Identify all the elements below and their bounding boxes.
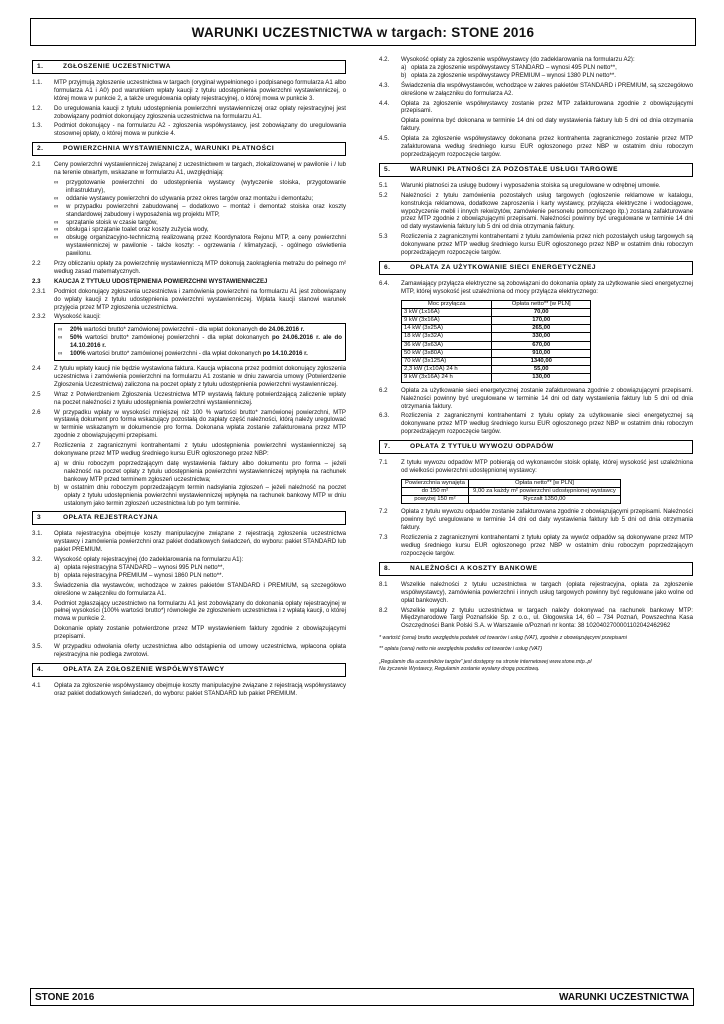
item-6-2: 6.2 Opłata za użytkowanie sieci energetycznej zostanie zafakturowana zgodnie z obowiązującymi przepisami. Należności powinny być uregulowane w terminie 14 dni od daty wystawienia faktury lub 5 dni od dnia otrzymania faktury. — [379, 386, 693, 410]
section-2-heading: 2. POWIERZCHNIA WYSTAWIENNICZA, WARUNKI PŁATNOŚCI — [32, 142, 346, 156]
item-4-5: 4.5. Opłata za zgłoszenie współwystawcy dokonana przez kontrahenta zagranicznego zostanie przez MTP zafakturowana według średniego kursu EUR ogłoszonego przez NBP w ostatnim dniu roboczym poprzedzającym rozpoczęcie targów. — [379, 135, 693, 158]
right-column — [379, 56, 693, 673]
item-3-4: 3.4. Podmiot zgłaszający uczestnictwo na formularzu A1 jest zobowiązany do dokonania opłaty rejestracyjnej w pełnej wysokości (100% wartości brutto*) równolegle ze zgłoszeniem uczestnictwa i z wpłatą kaucji, o której mowa w punkcie 2. — [32, 599, 346, 623]
bullet-icon: ∞ — [58, 350, 63, 358]
bullet-icon: ∞ — [54, 218, 59, 226]
bullet-icon: ∞ — [54, 234, 59, 242]
footer-left: STONE 2016 — [35, 991, 95, 1003]
footnote: „Regulamin dla uczestników targów” jest dostępny na stronie internetowej www.stone.mtp..pl — [379, 659, 592, 666]
item-8-1: 8.1 Wszelkie należności z tytułu uczestnictwa w targach (opłata rejestracyjna, opłata za zgłoszenie współwystawcy), zamówienia powierzchni i innych usług targowych powinny być regulowane jako wolne od opłat bankowych. — [379, 580, 693, 604]
table-row: 18 kW (3x32A) 330,00 — [402, 333, 591, 341]
footer-right: WARUNKI UCZESTNICTWA — [559, 991, 689, 1003]
list-item: ∞ obsługę organizacyjno-techniczną realizowaną przez Koordynatora Rejonu MTP, a ceny powierzchni wystawienniczej w pawilonie - także koszty: - ogrzewania / klimatyzacji, - ogólnego oświetlenia pawilonu. — [54, 234, 346, 258]
list-item: ∞ oddanie wystawcy powierzchni do używania przez okres targów oraz montażu i demontażu; — [54, 194, 314, 202]
item-2-7: 2.7 Rozliczenia z zagranicznymi kontrahentami z tytułu udostępnienia powierzchni wystawienniczej są dokonywane przez MTP według średniego kursu EUR ogłoszonego przez NBP: — [32, 442, 346, 458]
footnote: * wartość (cena) brutto uwzględnia podatek od towarów i usług (VAT), zgodnie z obowiązującymi przepisami — [379, 635, 627, 642]
section-4-heading: 4. OPŁATA ZA ZGŁOSZENIE WSPÓŁWYSTAWCY — [32, 663, 346, 677]
list-item: ∞ obsługa i sprzątanie toalet oraz koszty zużycia wody, — [54, 226, 209, 234]
item-2-3-1: 2.3.1 Podmiot dokonujący zgłoszenia uczestnictwa i zamówienia powierzchni na formularzu A1 jest zobowiązany do wpłaty kaucji z tytułu udostępnienia powierzchni wystawienniczej. Wpłata kaucji stanowi warunek przyjęcia przez MTP zgłoszenia uczestnictwa. — [32, 287, 346, 311]
section-1-heading: 1. ZGŁOSZENIE UCZESTNICTWA — [32, 60, 346, 74]
item-4-1: 4.1 Opłata za zgłoszenie współwystawcy obejmuje koszty manipulacyjne związane z rejestracją współwystawcy oraz pakiet dodatkowych świadczeń, do wyboru: pakiet STANDARD lub pakiet PREMIUM. — [32, 681, 346, 697]
item-3-1: 3.1. Opłata rejestracyjna obejmuje koszty manipulacyjne związane z rejestracją zgłoszenia uczestnictwa wystawcy i zamówienia powierzchni oraz pakiet dodatkowych świadczeń, do wyboru: pakiet STANDARD lub pakiet PREMIUM. — [32, 530, 346, 554]
waste-fee-table — [401, 479, 621, 505]
section-8-heading: 8. NALEŻNOŚCI A KOSZTY BANKOWE — [379, 562, 693, 576]
bullet-icon: ∞ — [54, 194, 59, 202]
section-5-heading: 5. WARUNKI PŁATNOŚCI ZA POZOSTAŁE USŁUGI TARGOWE — [379, 163, 693, 177]
power-fee-table — [401, 300, 591, 383]
list-item: ∞ przygotowanie powierzchni do udostępnienia wystawcy (wytyczenie stoiska, przygotowanie infrastruktury), — [54, 178, 346, 194]
item-4-2: 4.2. Wysokość opłaty za zgłoszenie współwystawcy (do zadeklarowania na formularzu A2): — [379, 56, 635, 63]
table-row: 50 kW (3x80A) 910,00 — [402, 349, 591, 357]
item-6-4: 6.4. Zamawiający przyłącza elektryczne są zobowiązani do dokonania opłaty za użytkowanie sieci energetycznej MTP, której wysokość jest uzależniona od mocy przyłącza elektrycznego: — [379, 279, 693, 295]
item-3-2: 3.2. Wysokość opłaty rejestracyjnej (do zadeklarowania na formularzu A1): — [32, 556, 244, 564]
item-5-2: 5.2 Należności z tytułu zamówienia pozostałych usług targowych (ogłoszenie reklamowe w katalogu, konstrukcja reklamowa, dodatkowe zaproszenia i karty wystawcy, przyłącza elektryczne i wodociągowe, wypożyczenie mebli i innych rekwizytów, zamówienie personelu pomocniczego itp.) zostaną zafakturowane przez MTP zgodnie z obowiązującymi przepisami. Należności powinny być uregulowane w terminie 14 dni od daty wystawienia faktury lub 5 dni od dnia otrzymania faktury. — [379, 191, 693, 231]
item-3-4-note: Dokonanie opłaty zostanie potwierdzone przez MTP wystawieniem faktury zgodnie z obowiązującymi przepisami. — [54, 625, 346, 641]
item-7-1: 7.1 Z tytułu wywozu odpadów MTP pobierają od wykonawców stoisk opłatę, której wysokość jest uzależniona od wielkości powierzchni udostępnionej wystawcy: — [379, 459, 693, 474]
table-row: 14 kW (3x25A) 265,00 — [402, 325, 591, 333]
item-2-3-2: 2.3.2 Wysokość kaucji: — [32, 313, 101, 321]
page-footer — [30, 988, 694, 1006]
subheading-2-3: 2.3 KAUCJA Z TYTUŁU UDOSTĘPNIENIA POWIERZCHNI WYSTAWIENNICZEJ — [32, 277, 268, 285]
bullet-icon: ∞ — [54, 202, 59, 210]
item-2-2: 2.2 Przy obliczaniu opłaty za powierzchnię wystawienniczą MTP dokonują zaokrąglenia metrażu do pełnego m² według zasad matematycznych. — [32, 260, 346, 275]
item-3-5: 3.5. W przypadku odwołania oferty uczestnictwa albo odstąpienia od umowy uczestnictwa, wpłacona opłata rejestracyjna nie podlega zwrotowi. — [32, 643, 346, 658]
list-item: ∞ 50% wartości brutto* zamówionej powierzchni - dla wpłat dokonanych po 24.06.2016 r. ale do 14.10.2016 r. — [58, 334, 342, 350]
bullet-icon: ∞ — [58, 326, 63, 334]
list-item: a) opłata za zgłoszenie współwystawcy STANDARD – wynosi 495 PLN netto**, — [401, 63, 617, 71]
item-6-3: 6.3. Rozliczenia z zagranicznymi kontrahentami z tytułu opłaty za użytkowanie sieci energetycznej są dokonywane przez MTP według średniego kursu EUR ogłoszonego przez NBP w ostatnim dniu roboczym poprzedzającym rozpoczęcie targów. — [379, 412, 693, 436]
item-7-3: 7.3 Rozliczenia z zagranicznymi kontrahentami z tytułu opłaty za wywóz odpadów są dokonywane przez MTP według średniego kursu EUR ogłoszonego przez NBP w ostatnim dniu roboczym poprzedzającym rozpoczęcie targów. — [379, 534, 693, 557]
item-4-3: 4.3. Świadczenia dla współwystawców, wchodzące w zakres pakietów STANDARD i PREMIUM, są szczegółowo określone w załączniku do formularza A2. — [379, 81, 693, 97]
table-row: 2,3 kW (1x10A) 24 h 55,00 — [402, 366, 591, 374]
item-2-4: 2.4 Z tytułu wpłaty kaucji nie będzie wystawiona faktura. Kaucja wpłacona przez podmiot dokonujący zgłoszenia uczestnictwa i zamówienia powierzchni na formularzu A1 zostanie w dniu zawarcia umowy (Potwierdzenie Zgłoszenia Uczestnictwa) zaliczona na poczet opłaty z tytułu udostępnienia powierzchni wystawienniczej. — [32, 365, 346, 388]
list-item: ∞ 100% wartości brutto* zamówionej powierzchni - dla wpłat dokonanych po 14.10.2016 r. — [58, 350, 308, 358]
footnotes — [379, 635, 693, 673]
bullet-icon: ∞ — [54, 178, 59, 186]
bullet-icon: ∞ — [54, 226, 59, 234]
section-7-heading: 7. OPŁATA Z TYTUŁU WYWOZU ODPADÓW — [379, 440, 693, 454]
item-2-6: 2.6 W przypadku wpłaty w wysokości mniejszej niż 100 % wartości brutto* zamówionej powierzchni, MTP wystawią dokument pro forma wskazujący pozostałą do zapłaty część należności, którą należy uregulować w terminie wskazanym w dokumencie pro forma. Dokonana wpłata zostanie zafakturowana przez MTP zgodnie z obowiązującymi przepisami. — [32, 408, 346, 440]
item-8-2: 8.2 Wszelkie wpłaty z tytułu uczestnictwa w targach należy dokonywać na rachunek bankowy MTP: Międzynarodowe Targi Poznańskie Sp. z o.o., ul. Głogowska 14, 60 – 734 Poznań, Powszechna Kasa Oszczędności Bank Polski S.A. w Warszawie o/Poznań nr konta: 38 1020402700001102042462962 — [379, 606, 693, 630]
bullet-icon: ∞ — [58, 334, 63, 342]
list-item: ∞ w przypadku powierzchni zabudowanej – dodatkowo – montaż i demontaż stoiska oraz koszty standardowej zabudowy i wyposażenia wg projektu MTP, — [54, 202, 346, 218]
list-item: b) w ostatnim dniu roboczym poprzedzającym termin nadsyłania zgłoszeń – jeżeli należność na poczet opłaty z tytułu udostępnienia powierzchni wystawienniczej wpłynęła na rachunek bankowy MTP w dniu ustalonym jako termin zgłoszeń uczestnictwa lub po tym terminie. — [54, 483, 346, 507]
item-5-1: 5.1 Warunki płatności za usługę budowy i wyposażenia stoiska są uregulowane w odrębnej umowie. — [379, 181, 661, 189]
list-item: a) opłata rejestracyjna STANDARD – wynosi 995 PLN netto**, — [54, 563, 225, 571]
list-item: a) w dniu roboczym poprzedzającym datę wystawienia faktury albo dokumentu pro forma – jeżeli należność na poczet opłaty z tytułu udostępnienia powierzchni wystawienniczej wpłynęła na rachunek bankowy MTP przed terminem zgłoszeń uczestnictwa; — [54, 459, 346, 483]
table-header-row: Moc przyłącza Opłata netto** [w PLN] — [402, 300, 591, 308]
page-title: WARUNKI UCZESTNICTWA w targach: STONE 2016 — [30, 18, 696, 46]
item-4-4: 4.4. Opłata za zgłoszenie współwystawcy zostanie przez MTP zafakturowana zgodnie z obowiązującymi przepisami. — [379, 99, 693, 115]
table-row: 3 kW (1x16A) 70,00 — [402, 308, 591, 316]
item-5-3: 5.3 Rozliczenia z zagranicznymi kontrahentami z tytułu zamówienia przez nich pozostałych usług targowych są dokonywane przez MTP według średniego kursu EUR ogłoszonego przez NBP w ostatnim dniu roboczym poprzedzającym rozpoczęcie targów. — [379, 233, 693, 257]
item-1-3: 1.3. Podmiot dokonujący - na formularzu A2 - zgłoszenia współwystawcy, jest zobowiązany do uregulowania stosownej opłaty, o której mowa w punkcie 4. — [32, 122, 346, 138]
item-4-4-note: Opłata powinna być dokonana w terminie 14 dni od daty wystawienia faktury lub 5 dni od dnia otrzymania faktury. — [401, 117, 693, 133]
item-3-3: 3.3. Świadczenia dla wystawców, wchodzące w zakres pakietów STANDARD i PREMIUM, są szczegółowo określone w załączniku do formularza A1. — [32, 581, 346, 597]
table-row: 36 kW (3x63A) 670,00 — [402, 341, 591, 349]
footnote: Na życzenie Wystawcy, Regulamin zostanie wysłany drogą pocztową. — [379, 666, 540, 673]
deposit-box — [54, 323, 346, 361]
list-item: ∞ 20% wartości brutto* zamówionej powierzchni - dla wpłat dokonanych do 24.06.2016 r. — [58, 326, 305, 334]
section-3-heading: 3 OPŁATA REJESTRACYJNA — [32, 511, 346, 525]
item-2-1: 2.1 Ceny powierzchni wystawienniczej związanej z uczestnictwem w targach, zlokalizowanej w pawilonie i / lub na terenie otwartym, wskazane w formularzu A1, uwzględniają: — [32, 161, 346, 177]
table-row: 9 kW (3x16A) 24 h 130,00 — [402, 374, 591, 382]
item-1-1: 1.1. MTP przyjmują zgłoszenie uczestnictwa w targach (oryginał wypełnionego i podpisanego formularza A1 albo formularza A1 i A0) pod warunkiem wpłaty kaucji z tytułu udostępnienia powierzchni wystawienniczej, o której mowa w punkcie 2, a także uregulowania opłaty rejestracyjnej, o której mowa w punkcie 3. — [32, 78, 346, 102]
table-header-row: Powierzchnia wynajęta Opłata netto** [w PLN] — [402, 479, 621, 487]
table-row: do 150 m² 9,00 za każdy m² powierzchni udostępnionej wystawcy — [402, 488, 621, 496]
left-column — [32, 56, 346, 700]
list-item: b) opłata za zgłoszenie współwystawcy PREMIUM – wynosi 1380 PLN netto**. — [401, 71, 616, 79]
item-2-5: 2.5 Wraz z Potwierdzeniem Zgłoszenia Uczestnictwa MTP wystawią fakturę potwierdzającą zaliczenie wpłaty na poczet należności z tytułu udostępnienia powierzchni wystawienniczej. — [32, 390, 346, 406]
table-row: powyżej 150 m² Ryczałt 1350,00 — [402, 496, 621, 504]
table-row: 70 kW (3x125A) 1340,00 — [402, 358, 591, 366]
list-item: b) opłata rejestracyjna PREMIUM – wynosi 1860 PLN netto**. — [54, 571, 224, 579]
table-row: 9 kW (3x16A) 170,00 — [402, 317, 591, 325]
item-7-2: 7.2 Opłata z tytułu wywozu odpadów zostanie zafakturowana zgodnie z obowiązującymi przepisami. Należności powinny być uregulowane w terminie 14 dni od daty wystawienia faktury lub 5 dni od dnia otrzymania faktury. — [379, 508, 693, 532]
item-1-2: 1.2. Do uregulowania kaucji z tytułu udostępnienia powierzchni wystawienniczej oraz opłaty rejestracyjnej jest zobowiązany podmiot dokonujący zgłoszenia uczestnictwa na formularzu A1. — [32, 104, 346, 120]
section-6-heading: 6. OPŁATA ZA UŻYTKOWANIE SIECI ENERGETYCZNEJ — [379, 261, 693, 275]
footnote: ** opłata (cena) netto nie uwzględnia podatku od towarów i usług (VAT) — [379, 646, 543, 653]
list-item: ∞ sprzątanie stoisk w czasie targów, — [54, 218, 158, 226]
